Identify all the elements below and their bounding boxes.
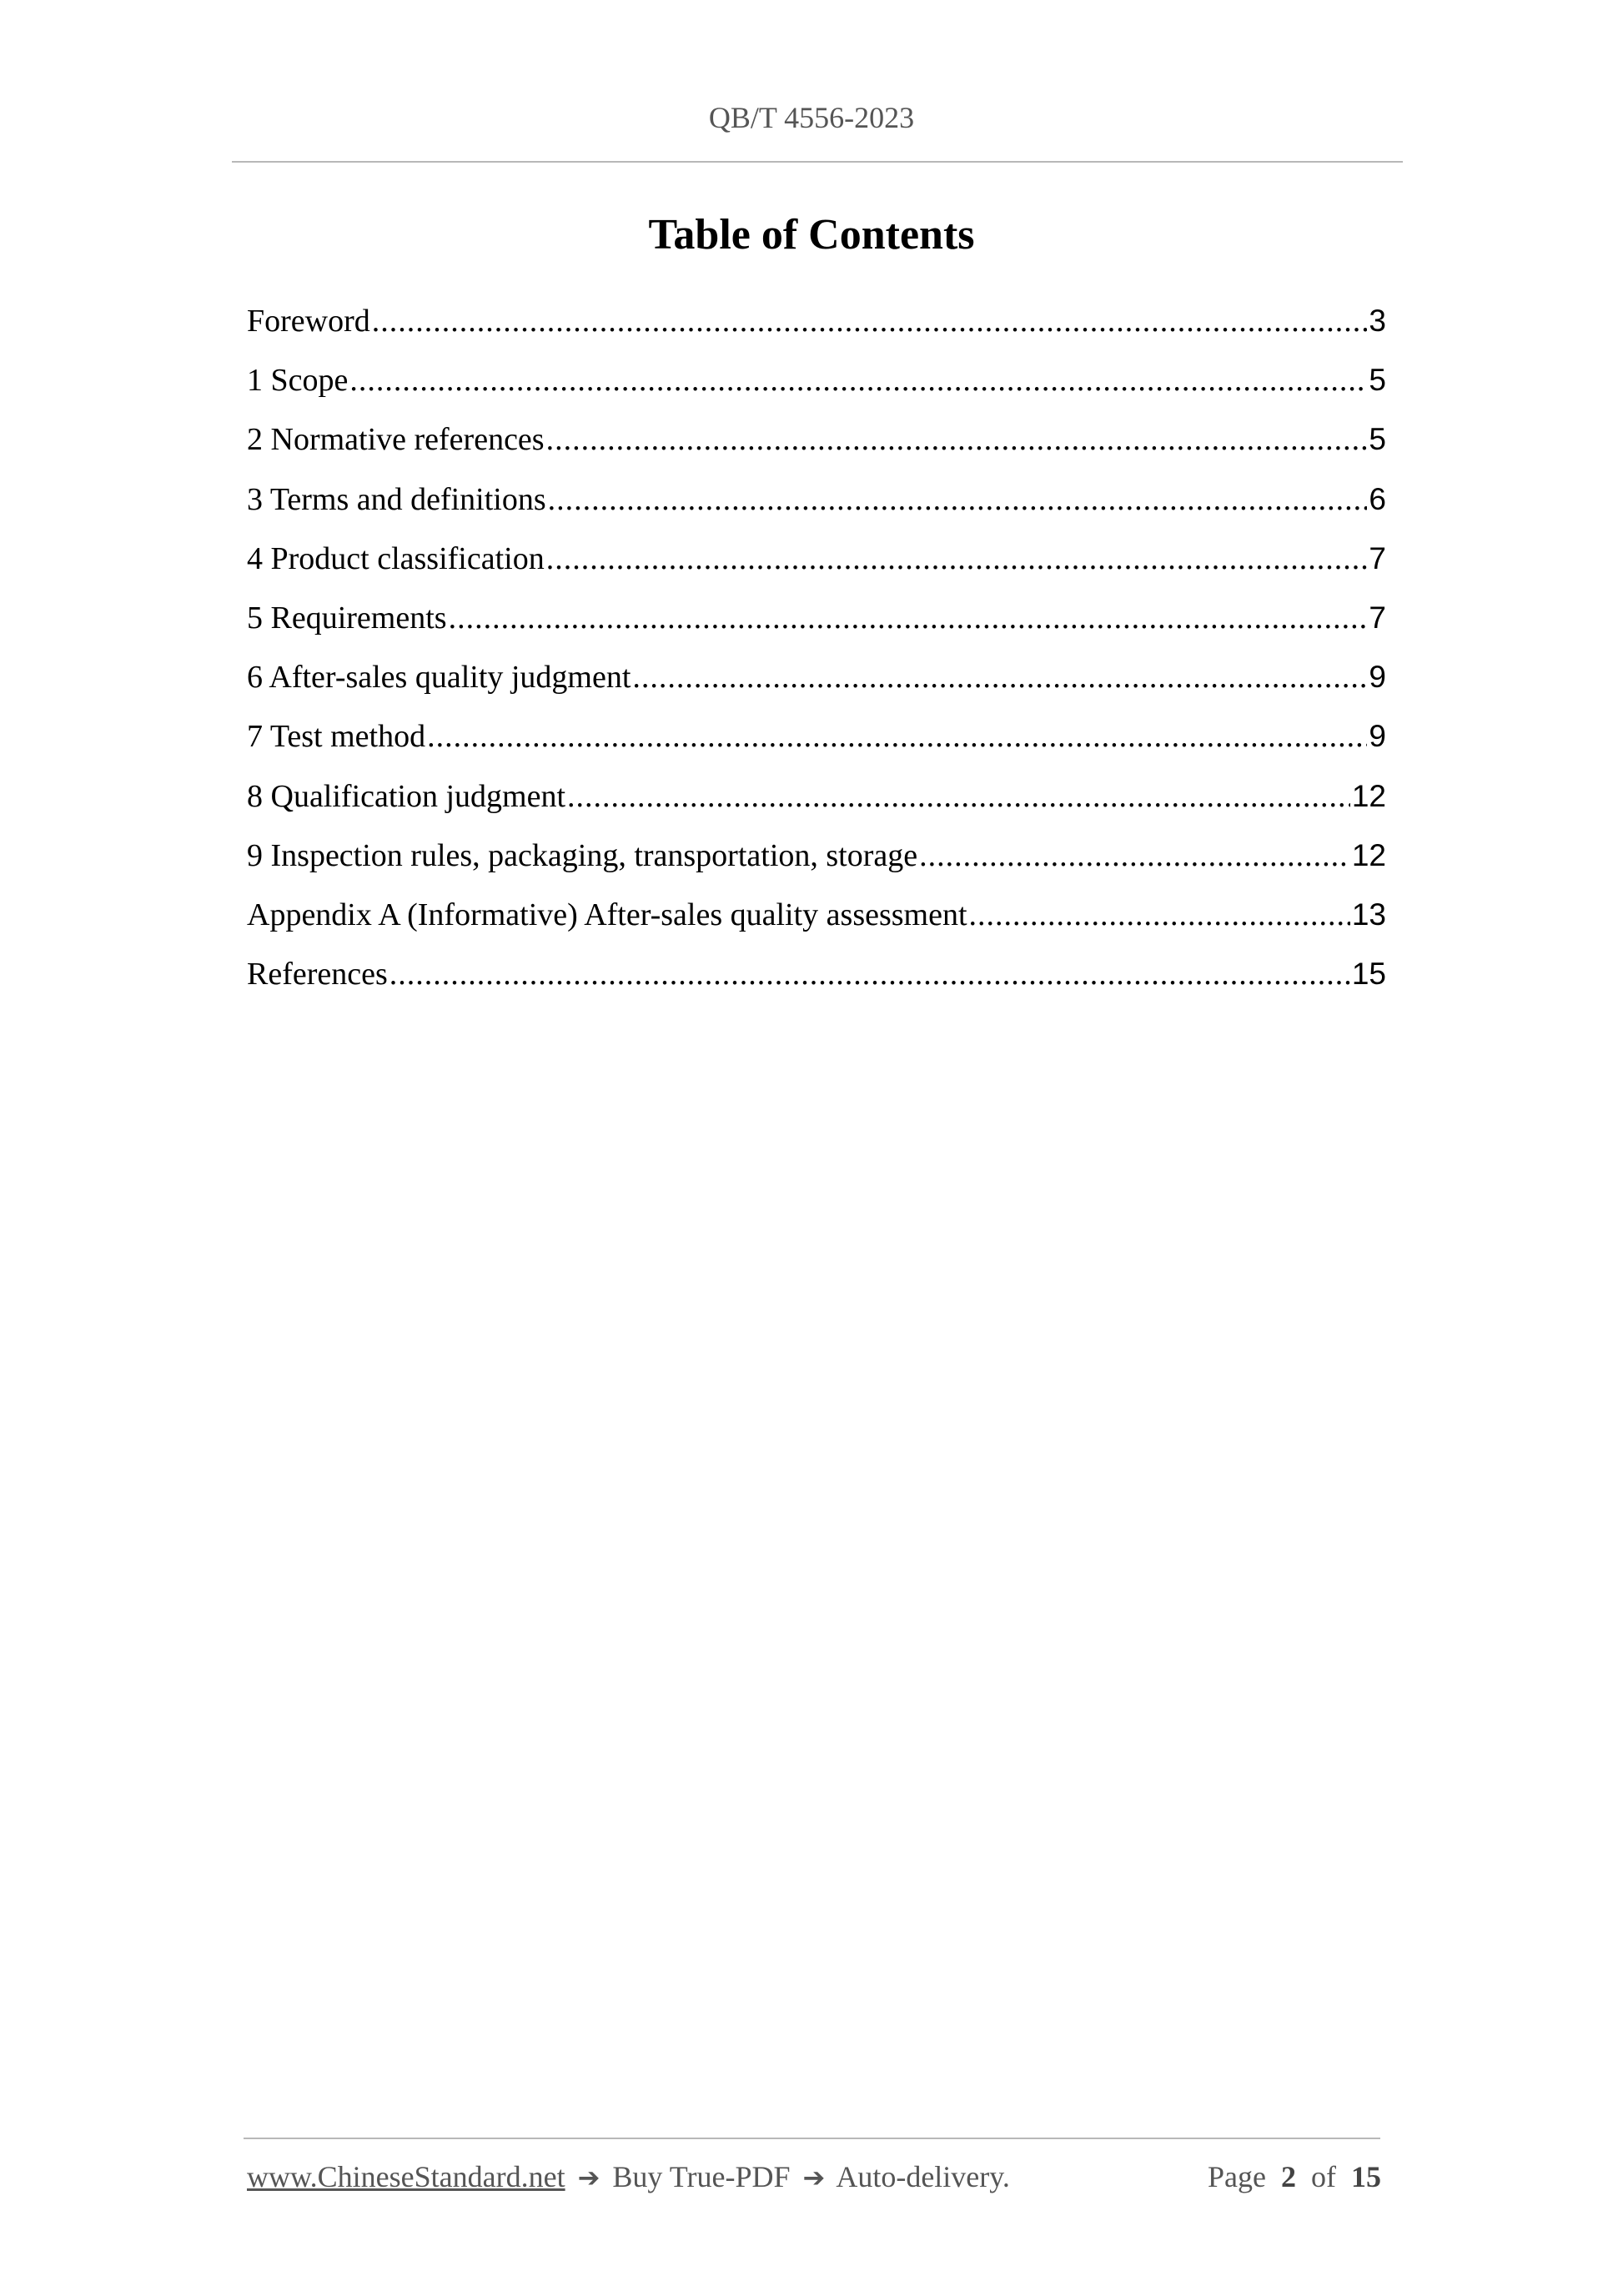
toc-entry-appendix-a[interactable] bbox=[247, 890, 1386, 949]
toc-entry-label: 4 Product classification bbox=[247, 540, 545, 576]
toc-entry-label: 7 Test method bbox=[247, 719, 426, 755]
toc-entry-page: 7 bbox=[1369, 600, 1386, 635]
right-arrow-icon: ➔ bbox=[802, 2162, 826, 2193]
of-label: of bbox=[1311, 2160, 1336, 2193]
page-indicator bbox=[1208, 2159, 1381, 2194]
toc-entry-qualification-judgment[interactable] bbox=[247, 771, 1386, 831]
toc-entry-page: 5 bbox=[1369, 422, 1386, 457]
toc-entry-label: 2 Normative references bbox=[247, 422, 545, 458]
toc-entry-label: 5 Requirements bbox=[247, 600, 447, 636]
toc-entry-page: 7 bbox=[1369, 540, 1386, 575]
toc-entry-foreword[interactable] bbox=[247, 296, 1386, 355]
auto-delivery-text: Auto-delivery. bbox=[836, 2160, 1010, 2193]
toc-entry-terms-and-definitions[interactable] bbox=[247, 475, 1386, 534]
toc-entry-label: 1 Scope bbox=[247, 363, 349, 399]
dot-leader bbox=[546, 534, 1368, 584]
dot-leader bbox=[632, 652, 1367, 702]
toc-entry-after-sales-quality-judgment[interactable] bbox=[247, 652, 1386, 711]
toc-entry-references[interactable] bbox=[247, 949, 1386, 1008]
header-divider bbox=[232, 161, 1403, 163]
toc-entry-label: Foreword bbox=[247, 304, 370, 339]
dot-leader bbox=[969, 890, 1350, 940]
toc-title: Table of Contents bbox=[648, 211, 975, 259]
toc-entry-label: 8 Qualification judgment bbox=[247, 778, 566, 814]
dot-leader bbox=[919, 831, 1350, 881]
toc-entry-page: 13 bbox=[1351, 897, 1386, 932]
website-link[interactable]: www.ChineseStandard.net bbox=[247, 2160, 565, 2193]
page-label: Page bbox=[1208, 2160, 1266, 2193]
toc-entry-label: References bbox=[247, 957, 388, 992]
total-pages-number: 15 bbox=[1351, 2160, 1381, 2193]
dot-leader bbox=[546, 414, 1368, 465]
toc-entry-normative-references[interactable] bbox=[247, 414, 1386, 474]
current-page-number: 2 bbox=[1281, 2160, 1296, 2193]
toc-entry-inspection-rules[interactable] bbox=[247, 831, 1386, 890]
toc-entry-label: 3 Terms and definitions bbox=[247, 481, 546, 517]
toc-entry-page: 15 bbox=[1351, 957, 1386, 992]
toc-entry-page: 6 bbox=[1369, 481, 1386, 516]
toc-entry-page: 9 bbox=[1369, 719, 1386, 754]
toc-entry-label: 9 Inspection rules, packaging, transportation, storage bbox=[247, 837, 918, 873]
dot-leader bbox=[567, 771, 1350, 821]
toc-entry-page: 9 bbox=[1369, 660, 1386, 695]
toc-entry-page: 5 bbox=[1369, 363, 1386, 398]
toc-entry-test-method[interactable] bbox=[247, 711, 1386, 771]
toc-entry-scope[interactable] bbox=[247, 355, 1386, 414]
right-arrow-icon: ➔ bbox=[577, 2162, 600, 2193]
toc-entry-page: 3 bbox=[1369, 304, 1386, 338]
dot-leader bbox=[548, 475, 1368, 525]
toc-entry-requirements[interactable] bbox=[247, 593, 1386, 652]
dot-leader bbox=[349, 355, 1367, 405]
toc-entry-page: 12 bbox=[1351, 837, 1386, 872]
toc-entry-product-classification[interactable] bbox=[247, 534, 1386, 593]
footer-promo bbox=[247, 2159, 1010, 2194]
buy-true-pdf-text: Buy True-PDF bbox=[612, 2160, 791, 2193]
dot-leader bbox=[427, 711, 1367, 761]
dot-leader bbox=[389, 949, 1350, 999]
dot-leader bbox=[372, 296, 1368, 346]
document-number-header: QB/T 4556-2023 bbox=[708, 101, 915, 134]
dot-leader bbox=[449, 593, 1368, 643]
toc-entry-label: Appendix A (Informative) After-sales quality assessment bbox=[247, 897, 967, 932]
toc-entry-label: 6 After-sales quality judgment bbox=[247, 660, 631, 696]
footer-divider bbox=[244, 2138, 1380, 2139]
toc-entry-page: 12 bbox=[1351, 778, 1386, 813]
table-of-contents bbox=[247, 296, 1386, 1008]
